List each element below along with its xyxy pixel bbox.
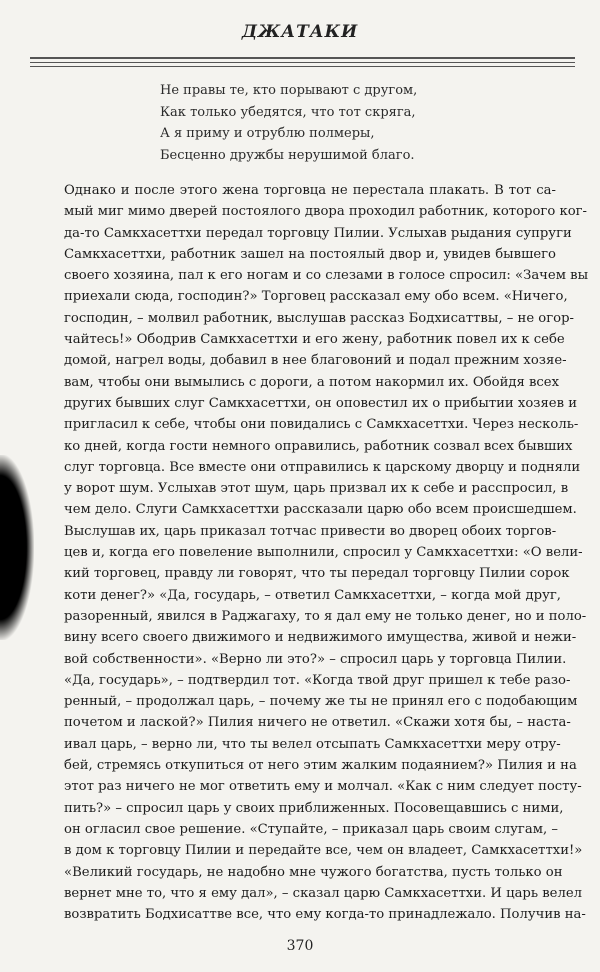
body-text [64,180,589,925]
text-line: мый миг мимо дверей постоялого двора проходил работник, которого ког- [64,204,587,220]
text-line: почетом и лаской?» Пилия ничего не ответил. «Скажи хотя бы, – наста- [64,715,571,731]
text-line: «Великий государь, не надобно мне чужого богатства, пусть только он [64,864,563,880]
text-line: да-то Самкхасеттхи передал торговцу Пилии. Услыхав рыдания супруги [64,225,572,241]
text-line: вернет мне то, что я ему дал», – сказал царю Самкхасеттхи. И царь велел [64,885,583,901]
header-rule [30,66,575,67]
text-line: разоренный, явился в Раджагаху, то я дал ему не только денег, но и поло- [64,608,587,624]
text-line: возвратить Бодхисаттве все, что ему когда-то принадлежало. Получив на- [64,907,586,923]
text-line: вину всего своего движимого и недвижимого имущества, живой и нежи- [64,630,577,646]
text-line: ивал царь, – верно ли, что ты велел отсыпать Самкхасеттхи меру отру- [64,736,561,752]
text-line: чайтесь!» Ободрив Самкхасеттхи и его жену, работник повел их к себе [64,332,565,348]
text-line: других бывших слуг Самкхасеттхи, он оповестил их о прибытии хозяев и [64,395,577,411]
text-line: вой собственности». «Верно ли это?» – спросил царь у торговца Пилии. [64,651,567,667]
text-line: этот раз ничего не мог ответить ему и молчал. «Как с ним следует посту- [64,779,582,795]
text-line: слуг торговца. Все вместе они отправились к царскому дворцу и подняли [64,459,581,475]
verse-line: Не правы те, кто порывают с другом, [160,83,418,98]
running-title: ДЖАТАКИ [241,22,359,42]
text-line: Самкхасеттхи, работник зашел на постоялый двор и, увидев бывшего [64,246,556,262]
scan-shadow [0,455,34,640]
text-line: ренный, – продолжал царь, – почему же ты не принял его с подобающим [64,694,578,710]
text-line: пригласил к себе, чтобы они повидались с Самкхасеттхи. Через несколь- [64,417,579,433]
header-rule [30,57,575,59]
text-line: своего хозяина, пал к его ногам и со слезами в голосе спросил: «Зачем вы [64,268,589,284]
text-line: он огласил свое решение. «Ступайте, – приказал царь своим слугам, – [64,821,558,837]
text-line: чем дело. Слуги Самкхасеттхи рассказали царю обо всем происшедшем. [64,502,577,518]
verse-line: Бесценно дружбы нерушимой благо. [160,147,415,163]
text-line: цев и, когда его повеление выполнили, спросил у Самкхасеттхи: «О вели- [64,545,583,561]
text-line: «Да, государь», – подтвердил тот. «Когда твой друг пришел к тебе разо- [64,672,571,688]
verse-line: А я приму и отрублю полмеры, [160,126,375,141]
text-line: в дом к торговцу Пилии и передайте все, чем он владеет, Самкхасеттхи!» [64,843,583,859]
verse-stanza [160,80,490,166]
text-line: домой, нагрел воды, добавил в нее благовоний и подал прежним хозяе- [64,353,567,369]
page-number: 370 [286,938,314,954]
verse-line: Как только убедятся, что тот скряга, [160,104,416,120]
text-line: коти денег?» «Да, государь, – ответил Самкхасеттхи, – когда мой друг, [64,587,561,603]
header-rule [30,62,575,63]
text-line: у ворот шум. Услыхав этот шум, царь призвал их к себе и расспросил, в [64,481,569,497]
text-line: господин, – молвил работник, выслушав рассказ Бодхисаттвы, – не огор- [64,310,574,326]
text-line: Выслушав их, царь приказал тотчас привести во дворец обоих торгов- [64,523,557,539]
text-line: кий торговец, правду ли говорят, что ты передал торговцу Пилии сорок [64,566,570,582]
text-line: Однако и после этого жена торговца не перестала плакать. В тот са- [64,183,556,198]
text-line: ко дней, когда гости немного оправились, работник созвал всех бывших [64,438,573,454]
text-line: пить?» – спросил царь у своих приближенных. Посовещавшись с ними, [64,800,564,816]
text-line: приехали сюда, господин?» Торговец рассказал ему обо всем. «Ничего, [64,289,568,305]
text-line: бей, стремясь откупиться от него этим жалким подаянием?» Пилия и на [64,758,577,774]
text-line: вам, чтобы они вымылись с дороги, а потом накормил их. Обойдя всех [64,374,560,390]
